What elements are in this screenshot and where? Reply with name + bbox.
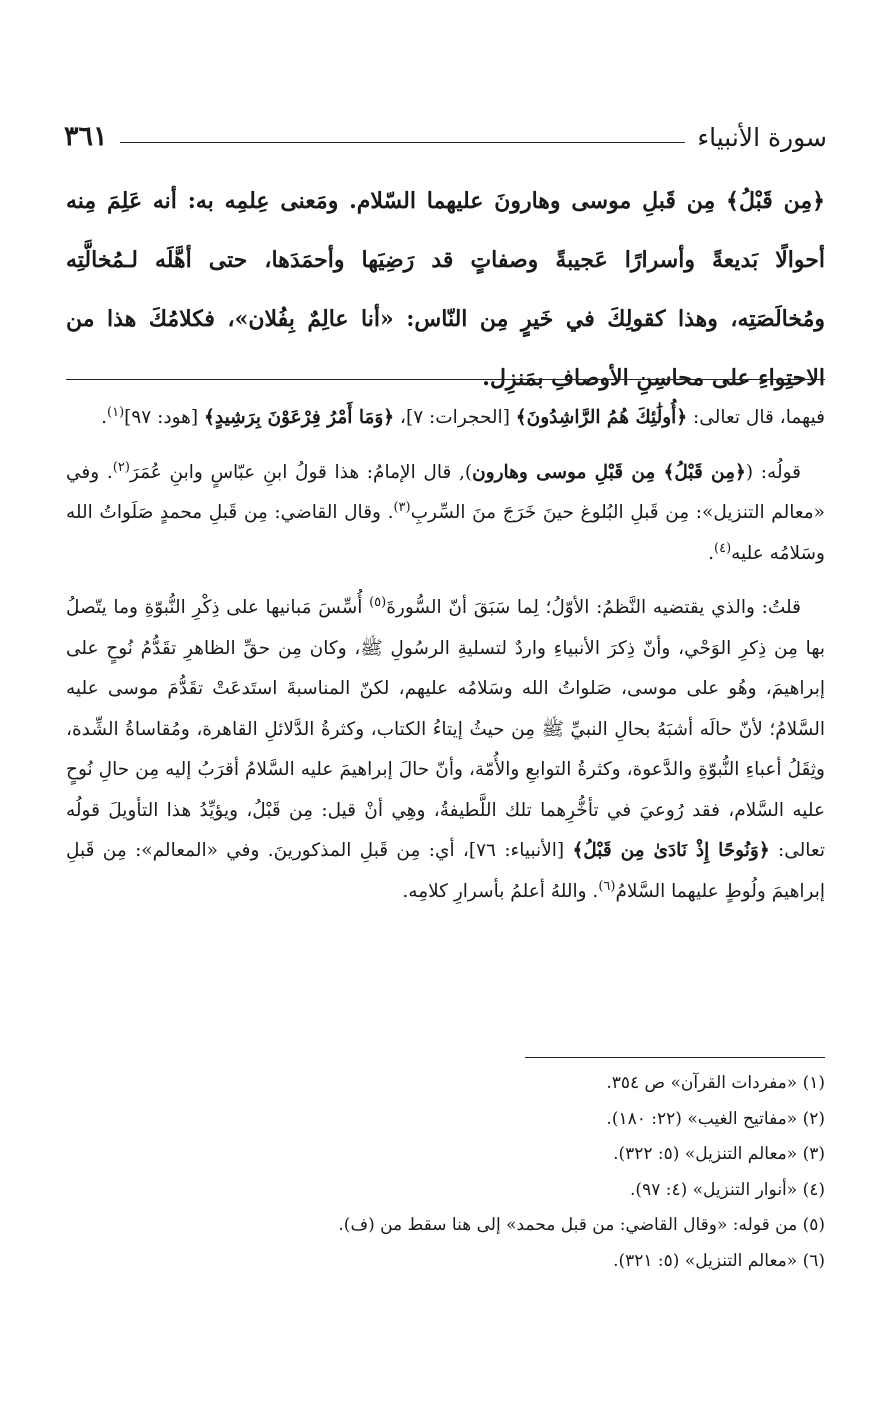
footnote-marker[interactable]: (٤)	[714, 540, 732, 556]
running-header	[64, 112, 827, 152]
quran-verse: ﴿أُولَٰئِكَ هُمُ الرَّاشِدُونَ﴾	[515, 407, 688, 428]
footnote-item: (٢) «مفاتيح الغيب» (٢٢: ١٨٠).	[606, 1108, 825, 1129]
footnote-marker[interactable]: (٦)	[598, 878, 616, 894]
text-run: قولُه: (	[745, 461, 801, 483]
text-run: قلتُ: والذي يقتضيه النَّظمُ: الأوّلُ؛ لِما سَبَقَ أنّ السُّورةَ	[386, 597, 801, 618]
commentary-paragraph-2	[66, 453, 825, 575]
footnote-item: (٦) «معالم التنزيل» (٥: ٣٢١).	[613, 1250, 825, 1271]
quran-verse: ﴿وَنُوحًا إِذْ نَادَىٰ مِن قَبْلُ﴾	[572, 840, 770, 861]
text-run: . وقال القاضي: مِن قَبلِ محمدٍ صَلَواتُ الله وسَلامُه عليه	[66, 502, 825, 564]
surah-title: سورة الأنبياء	[697, 123, 827, 152]
text-run: . وفي «معالم التنزيل»: مِن قَبلِ البُلوغ حينَ خَرَجَ منَ السِّربِ	[66, 461, 825, 523]
commentary-paragraph-1	[66, 398, 825, 439]
footnote-marker[interactable]: (٣)	[393, 499, 411, 515]
text-run: ), قال الإمامُ: هذا قولُ ابنِ عبّاسٍ وابنِ عُمَرَ	[129, 461, 473, 483]
text-run: .	[708, 542, 714, 564]
footnote-marker[interactable]: (٢)	[112, 459, 130, 475]
text-run: [الأنبياء: ٧٦]، أي: مِن قَبلِ المذكورينَ. وفي «المعالم»: مِن قَبلِ إبراهيمَ ولُوطٍ عليهما السَّلامُ	[66, 840, 825, 902]
section-divider	[66, 379, 825, 380]
footnote-rule	[525, 1057, 825, 1058]
footnotes	[66, 1066, 825, 1279]
main-text: ﴿مِن قَبْلُ﴾ مِن قَبلِ موسى وهارونَ عليهما السّلام. ومَعنى عِلمِه به: أنه عَلِمَ مِنه أحوالًا بَديعةً وأسرارًا عَجيبةً وصفاتٍ قد رَضِيَها وأحمَدَها، حتى أهَّلَه لـمُخالَّتِه ومُخالَصَتِه، وهذا كقولِكَ في خَيرٍ مِن النّاس: «أنا عالِمٌ بِفُلان»، فكلامُكَ هذا من الاحتِواءِ على محاسِنِ الأوصافِ بمَنزِل.	[66, 188, 825, 391]
page-number: ٣٦١	[64, 121, 108, 152]
text-run: فيهما، قال تعالى:	[687, 407, 825, 428]
footnote-item: (٣) «معالم التنزيل» (٥: ٣٢٢).	[613, 1144, 825, 1164]
verse-reference: [هود: ٩٧]	[124, 407, 205, 428]
commentary	[66, 398, 825, 926]
text-run: أُسِّسَ مَبانيها على ذِكْرِ النُّبوّةِ وما يتّصلُ بها مِن ذِكرِ الوَحْي، وأنّ ذِكرَ الأنبياءِ واردٌ لتسليةِ الرسُولِ ﷺ، وكان مِن حقِّ الظاهرِ تقَدُّمُ نُوحٍ على إبراهيمَ، وهُو على موسى، صَلواتُ الله وسَلامُه عليهم، لكنّ المناسبةَ استَدعَتْ تقَدُّمَ موسى عليه السَّلامُ؛ لأنّ حالَه أشبَهُ بحالِ النبيِّ ﷺ مِن حيثُ إيتاءُ الكتاب، وكثرةُ الدَّلائلِ القاهرة، ومُقاساةُ الشِّدة، وثِقَلُ أعباءِ النُّبوّةِ والدَّعوة، وكثرةُ التوابعِ والأُمّة، وأنّ حالَ إبراهيمَ عليه السَّلامُ أقرَبُ إليه مِن حالِ نُوحٍ عليه السَّلام، فقد رُوعيَ في تأخُّرِهما تلك اللَّطيفةُ، وهِي أنْ قيل: مِن قَبْلُ، ويؤيِّدُ هذا التأويلَ قولُه تعالى:	[66, 597, 825, 861]
commentary-paragraph-3	[66, 588, 825, 912]
footnote-marker[interactable]: (٥)	[369, 594, 387, 610]
footnote-marker[interactable]: (١)	[107, 404, 125, 420]
footnote-item: (٥) من قوله: «وقال القاضي: من قبل محمد» إلى هنا سقط من (ف).	[338, 1215, 825, 1235]
quran-verse: ﴿مِن قَبْلُ﴾ مِن قَبْلِ موسى وهارون	[472, 461, 746, 483]
text-run: . واللهُ أعلمُ بأسرارِ كلامِه.	[402, 880, 599, 902]
text-run: .	[101, 407, 108, 428]
quran-verse: ﴿وَمَا أَمْرُ فِرْعَوْنَ بِرَشِيدٍ﴾	[204, 407, 395, 428]
footnote-item: (٤) «أنوار التنزيل» (٤: ٩٧).	[630, 1179, 825, 1200]
footnote-item: (١) «مفردات القرآن» ص ٣٥٤.	[606, 1073, 825, 1093]
verse-reference: [الحجرات: ٧]،	[394, 407, 516, 428]
header-rule	[120, 142, 686, 143]
